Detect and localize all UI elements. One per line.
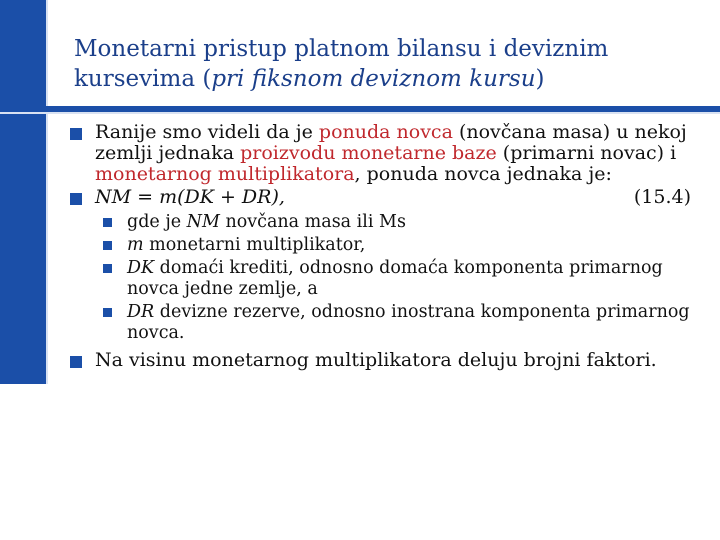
symbol: m	[127, 235, 144, 255]
sub-item-nm	[70, 212, 695, 233]
text-segment: devizne rezerve, odnosno inostrana komponenta primarnog novca.	[127, 302, 690, 343]
text-segment: gde je	[127, 212, 187, 232]
highlight-monetary-base: proizvodu monetarne baze	[240, 142, 497, 164]
formula-row	[95, 187, 695, 208]
text-segment: , ponuda novca jednaka je:	[354, 163, 612, 185]
text-segment: Ranije smo videli da je	[95, 121, 319, 143]
title-suffix: )	[535, 66, 545, 92]
symbol: DK	[127, 258, 155, 278]
highlight-multiplier: monetarnog multiplikatora	[95, 163, 355, 185]
sub-item-dk	[70, 258, 695, 300]
title-divider	[0, 106, 720, 112]
symbol: DR	[127, 302, 155, 322]
title-line-1: Monetarni pristup platnom bilansu i deviznim	[74, 36, 609, 62]
square-bullet-icon	[103, 241, 112, 250]
formula: NM = m(DK + DR),	[95, 186, 285, 208]
sub-item-m	[70, 235, 695, 256]
slide-content	[70, 122, 695, 371]
text-segment: novčana masa ili Ms	[219, 212, 406, 232]
square-bullet-icon	[103, 308, 112, 317]
text-segment: Na visinu monetarnog multiplikatora deluju brojni faktori.	[95, 349, 657, 371]
title-italic: pri fiksnom deviznom kursu	[211, 66, 536, 92]
square-bullet-icon	[103, 218, 112, 227]
sub-item-dr	[70, 302, 695, 344]
text-segment: domaći krediti, odnosno domaća komponenta primarnog novca jedne zemlje, a	[127, 258, 663, 299]
text-segment: monetarni multiplikator,	[143, 235, 366, 255]
slide-title	[74, 34, 694, 94]
highlight-money-supply: ponuda novca	[318, 121, 453, 143]
bullet-formula	[70, 187, 695, 208]
title-line-2	[74, 64, 694, 94]
bullet-multiplier-factors	[70, 350, 695, 371]
symbol: NM	[186, 212, 220, 232]
text-segment: (primarni novac) i	[496, 142, 677, 164]
bullet-money-supply	[70, 122, 695, 185]
left-accent-bar	[0, 0, 48, 384]
square-bullet-icon	[70, 128, 82, 140]
square-bullet-icon	[70, 193, 82, 205]
sub-list	[70, 212, 695, 344]
title-prefix: kursevima (	[74, 66, 212, 92]
square-bullet-icon	[103, 264, 112, 273]
square-bullet-icon	[70, 356, 82, 368]
text-segment: (novčana masa) u nekoj zemlji jednaka	[95, 121, 687, 164]
equation-number: (15.4)	[633, 186, 691, 208]
